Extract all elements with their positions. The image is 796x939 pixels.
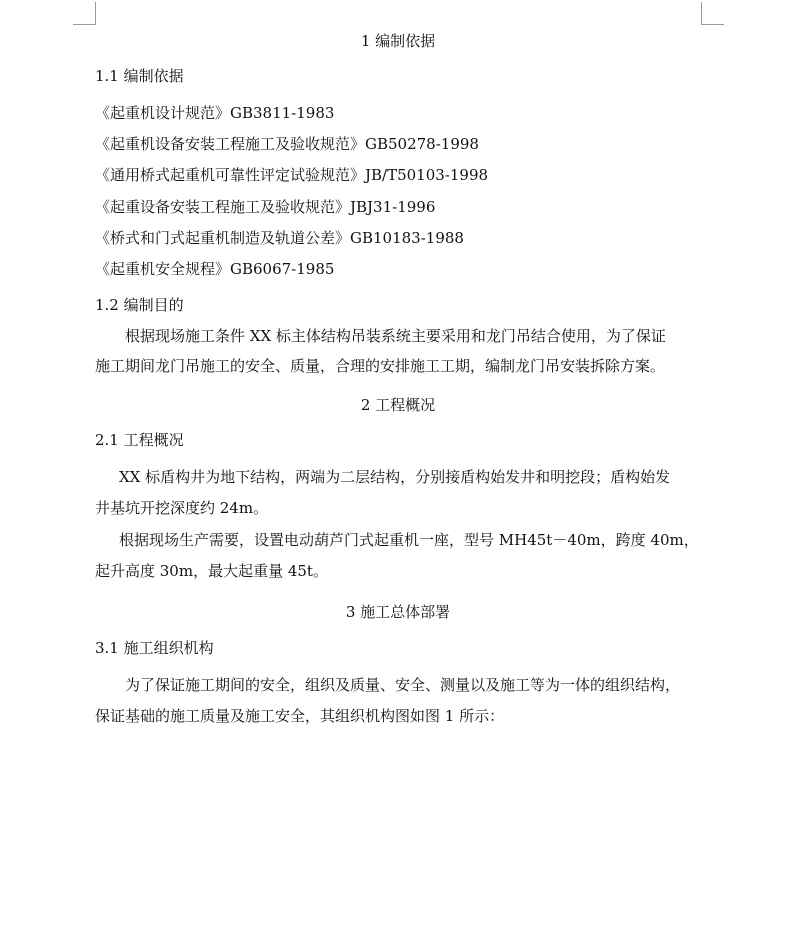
reference-item: 《通用桥式起重机可靠性评定试验规范》JB/T50103-1998 (95, 166, 489, 184)
section-2-title: 2 工程概况 (360, 396, 436, 414)
purpose-paragraph-line: 根据现场施工条件 XX 标主体结构吊装系统主要采用和龙门吊结合使用，为了保证 (125, 327, 666, 345)
reference-item: 《起重机安全规程》GB6067-1985 (95, 260, 335, 278)
subsection-3-1-heading: 3.1 施工组织机构 (95, 639, 214, 657)
reference-item: 《起重机设备安装工程施工及验收规范》GB50278-1998 (95, 135, 479, 153)
margin-corner-mark-left (73, 2, 96, 25)
reference-item: 《起重机设计规范》GB3811-1983 (95, 104, 335, 122)
reference-item: 《桥式和门式起重机制造及轨道公差》GB10183-1988 (95, 229, 464, 247)
crane-paragraph-line: 根据现场生产需要，设置电动葫芦门式起重机一座，型号 MH45t－40m，跨度 40m， (119, 531, 699, 549)
subsection-2-1-heading: 2.1 工程概况 (95, 431, 184, 449)
subsection-1-2-heading: 1.2 编制目的 (95, 296, 184, 314)
section-1-title: 1 编制依据 (360, 32, 436, 50)
overview-paragraph-line: 井基坑开挖深度约 24m。 (95, 499, 269, 517)
section-3-title: 3 施工总体部署 (345, 603, 451, 621)
overview-paragraph-line: XX 标盾构井为地下结构，两端为二层结构，分别接盾构始发井和明挖段；盾构始发 (119, 468, 671, 486)
crane-paragraph-line: 起升高度 30m，最大起重量 45t。 (95, 562, 328, 580)
subsection-1-1-heading: 1.1 编制依据 (95, 67, 184, 85)
organization-paragraph-line: 保证基础的施工质量及施工安全，其组织机构图如图 1 所示： (95, 707, 505, 725)
purpose-paragraph-line: 施工期间龙门吊施工的安全、质量，合理的安排施工工期，编制龙门吊安装拆除方案。 (95, 357, 666, 375)
organization-paragraph-line: 为了保证施工期间的安全，组织及质量、安全、测量以及施工等为一体的组织结构， (125, 676, 681, 694)
margin-corner-mark-right (701, 2, 724, 25)
reference-item: 《起重设备安装工程施工及验收规范》JBJ31-1996 (95, 198, 436, 216)
